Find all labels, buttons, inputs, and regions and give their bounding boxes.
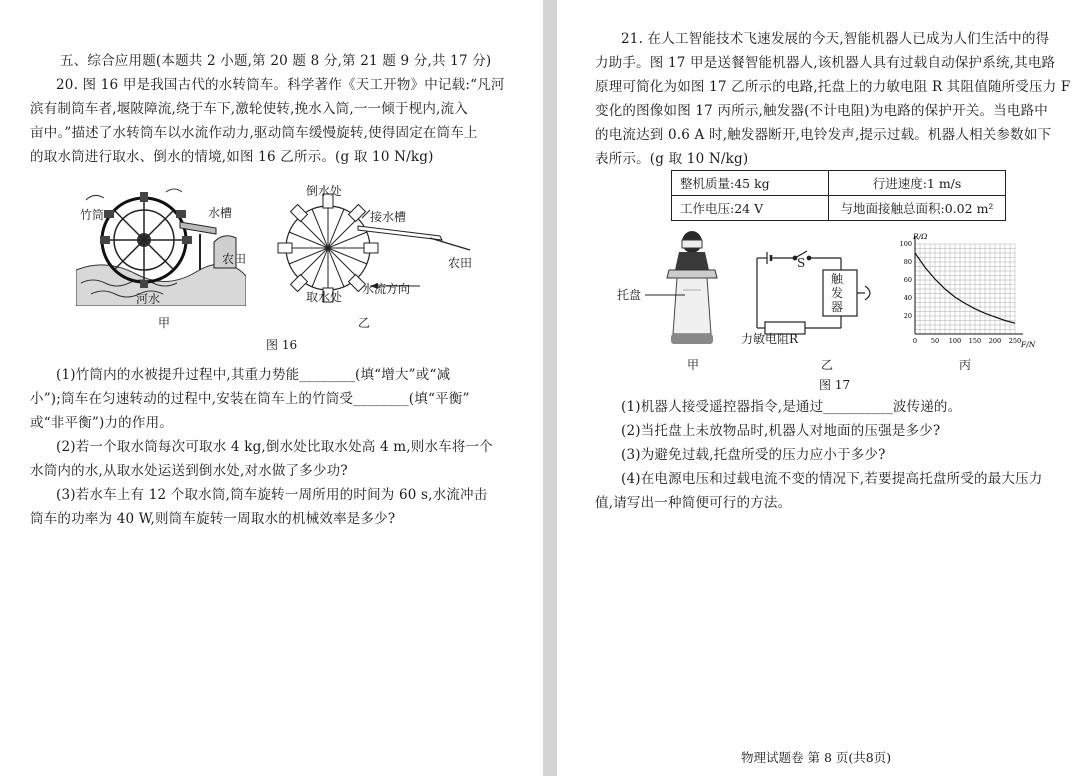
chart-x-tick-label: 0 bbox=[912, 337, 918, 345]
table-cell: 整机质量:45 kg bbox=[672, 171, 829, 196]
fig16-label-zhutong: 竹筒 bbox=[80, 208, 105, 222]
fig16-label-jieshuicao: 接水槽 bbox=[370, 210, 407, 224]
section-heading: 五、综合应用题(本题共 2 小题,第 20 题 8 分,第 21 题 9 分,共 17 分) bbox=[60, 53, 492, 69]
table-row bbox=[672, 196, 1006, 221]
fig16-yi-label: 乙 bbox=[358, 316, 371, 330]
fig16-caption: 图 16 bbox=[266, 338, 298, 352]
fig17-yi-label: 乙 bbox=[821, 358, 834, 372]
chart-y-tick-label: 60 bbox=[903, 276, 912, 284]
right-page bbox=[557, 0, 1080, 776]
q20-sub-line-7: 筒车的功率为 40 W,则筒车旋转一周取水的机械效率是多少? bbox=[30, 511, 396, 527]
q20-sub-line-4: (2)若一个取水筒每次可取水 4 kg,倒水处比取水处高 4 m,则水车将一个 bbox=[56, 439, 493, 455]
q20-sub-line-5: 水筒内的水,从取水处运送到倒水处,对水做了多少功? bbox=[30, 463, 348, 479]
fig17-resistor-label: 力敏电阻R bbox=[741, 332, 799, 346]
q21-line-2: 力助手。图 17 甲是送餐智能机器人,该机器人具有过载自动保护系统,其电路 bbox=[595, 55, 1056, 71]
page-footer: 物理试题卷 第 8 页(共8页) bbox=[741, 750, 892, 765]
chart-x-tick-label: 200 bbox=[988, 337, 1002, 345]
chart-y-tick-label: 80 bbox=[903, 258, 912, 266]
table-cell: 与地面接触总面积:0.02 m² bbox=[829, 196, 1006, 221]
table-cell: 工作电压:24 V bbox=[672, 196, 829, 221]
chart-x-tick-label: 150 bbox=[968, 337, 982, 345]
q20-sub-line-6: (3)若水车上有 12 个取水筒,筒车旋转一周所用的时间为 60 s,水流冲击 bbox=[56, 487, 488, 503]
chart-x-tick-label: 250 bbox=[1008, 337, 1022, 345]
q21-sub-line-5: 值,请写出一种简便可行的方法。 bbox=[595, 495, 792, 511]
chart-y-axis-label: R/Ω bbox=[913, 232, 928, 241]
q21-line-5: 的电流达到 0.6 A 时,触发器断开,电铃发声,提示过载。机器人相关参数如下 bbox=[595, 127, 1052, 143]
q20-sub-line-3: 或“非平衡”)力的作用。 bbox=[30, 415, 173, 431]
fig17-label-tuopan: 托盘 bbox=[617, 288, 642, 302]
fig17-bing-label: 丙 bbox=[959, 358, 972, 372]
q21-line-1: 21. 在人工智能技术飞速发展的今天,智能机器人已成为人们生活中的得 bbox=[621, 31, 1050, 47]
q20-line-1: 20. 图 16 甲是我国古代的水转筒车。科学著作《天工开物》中记载:“凡河 bbox=[56, 77, 505, 93]
fig16-label-heshui: 河水 bbox=[136, 292, 161, 306]
q20-line-2: 滨有制筒车者,堰陂障流,绕于车下,激轮使转,挽水入筒,一一倾于枧内,流入 bbox=[30, 101, 468, 117]
q21-sub-line-2: (2)当托盘上未放物品时,机器人对地面的压强是多少? bbox=[621, 423, 941, 439]
q20-sub-line-1: (1)竹筒内的水被提升过程中,其重力势能________(填“增大”或“减 bbox=[56, 367, 451, 383]
q21-line-4: 变化的图像如图 17 丙所示,触发器(不计电阻)为电路的保护开关。当电路中 bbox=[595, 103, 1048, 119]
chart-x-axis-label: F/N bbox=[1021, 340, 1036, 349]
fig17-caption: 图 17 bbox=[819, 378, 851, 392]
chart-x-tick-label: 50 bbox=[930, 337, 940, 345]
chart-x-tick-label: 100 bbox=[948, 337, 962, 345]
page-gutter bbox=[543, 0, 557, 776]
chart-y-tick-label: 40 bbox=[903, 294, 912, 302]
fig17-jia-robot-illustration bbox=[657, 230, 727, 348]
q21-line-3: 原理可简化为如图 17 乙所示的电路,托盘上的力敏电阻 R 其阻值随所受压力 F bbox=[595, 79, 1071, 95]
fig17-switch-label: S bbox=[797, 256, 806, 270]
fig16-label-nongtian-jia: 农田 bbox=[222, 252, 247, 266]
q20-line-4: 的取水筒进行取水、倒水的情境,如图 16 乙所示。(g 取 10 N/kg) bbox=[30, 149, 434, 165]
q20-line-3: 亩中。”描述了水转筒车以水流作动力,驱动筒车缓慢旋转,使得固定在筒车上 bbox=[30, 125, 478, 141]
q21-sub-line-3: (3)为避免过载,托盘所受的压力应小于多少? bbox=[621, 447, 886, 463]
fig16-label-shuicao: 水槽 bbox=[208, 206, 233, 220]
fig16-label-nongtian-yi: 农田 bbox=[448, 256, 473, 270]
chart-y-tick-label: 100 bbox=[899, 240, 912, 248]
fig16-label-shuiliu: 水流方向 bbox=[362, 282, 411, 296]
tuopan-pointer-line bbox=[645, 292, 685, 298]
chart-y-tick-label: 20 bbox=[903, 312, 912, 320]
fig16-jia-label: 甲 bbox=[158, 316, 171, 330]
q21-line-6: 表所示。(g 取 10 N/kg) bbox=[595, 151, 749, 167]
q21-sub-line-1: (1)机器人接受遥控器指令,是通过__________波传递的。 bbox=[621, 399, 962, 415]
q20-sub-line-2: 小”);筒车在匀速转动的过程中,安装在筒车上的竹筒受________(填“平衡” bbox=[30, 391, 470, 407]
fig17-jia-label: 甲 bbox=[687, 358, 700, 372]
fig17-bing-r-f-chart bbox=[893, 228, 1043, 356]
q21-sub-line-4: (4)在电源电压和过载电流不变的情况下,若要提高托盘所受的最大压力 bbox=[621, 471, 1043, 487]
fig16-label-qushui: 取水处 bbox=[306, 290, 343, 304]
table-cell: 行进速度:1 m/s bbox=[829, 171, 1006, 196]
robot-params-table bbox=[671, 170, 1006, 221]
table-row bbox=[672, 171, 1006, 196]
fig16-label-daoshui: 倒水处 bbox=[306, 184, 343, 198]
fig17-trigger-label: 触发器 bbox=[831, 272, 844, 314]
